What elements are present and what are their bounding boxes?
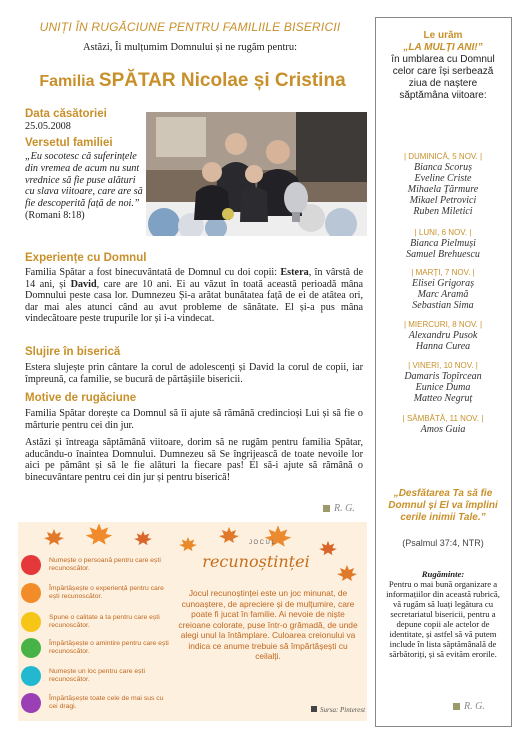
experience-part-1: Familia Spătar a fost binecuvântată de Domnul cu doi copii: xyxy=(25,267,278,278)
game-item-text: Numește un loc pentru care ești recunoscător. xyxy=(49,668,145,683)
request-note xyxy=(382,569,504,659)
birthday-sidebar xyxy=(375,17,512,727)
game-color-item xyxy=(21,555,174,575)
birthday-name: Marc Aramă xyxy=(417,289,469,300)
family-title xyxy=(20,70,365,92)
family-photo-illustration xyxy=(146,112,367,236)
gratitude-game-panel xyxy=(18,522,367,721)
day-names xyxy=(376,278,510,311)
sidebar-line-1: Le urăm xyxy=(423,30,463,41)
day-label: | VINERI, 10 NOV. | xyxy=(408,361,478,370)
game-source-text: Sursa: Pinterest xyxy=(320,706,366,714)
birthday-name: Damaris Topîrcean xyxy=(404,371,482,382)
birthday-name: Mihaela Țărmure xyxy=(407,184,479,195)
day-names xyxy=(376,162,510,217)
game-color-item xyxy=(21,583,174,603)
page-header-title: UNIȚI ÎN RUGĂCIUNE PENTRU FAMILIILE BISERICII xyxy=(39,20,341,34)
sidebar-signature-text: R. G. xyxy=(464,701,485,712)
birthday-name: Amos Guia xyxy=(420,424,466,435)
color-dot-orange xyxy=(21,583,41,603)
maple-leaf-icon xyxy=(218,526,240,544)
color-dot-yellow xyxy=(21,612,41,632)
game-color-item xyxy=(21,612,174,632)
birthday-name: Alexandru Pusok xyxy=(408,330,478,341)
sidebar-intro xyxy=(376,30,510,102)
sidebar-line-2: „LA MULȚI ANI!” xyxy=(403,42,483,53)
request-title: Rugăminte: xyxy=(421,569,465,579)
birthday-name: Matteo Negruț xyxy=(413,393,473,404)
birthday-name: Hanna Curea xyxy=(415,341,471,352)
maple-leaf-icon xyxy=(178,536,198,552)
color-dot-cyan xyxy=(21,666,41,686)
request-text: Pentru o mai bună organizare a informațiilor din această rubrică, vă rugăm să luați legătura cu secretariatul bisericii, pentru a depune copii ale actelor de identitate, și astfel să vă putem include în lista săptămânală de sărbătoriți, și să evităm erorile. xyxy=(386,579,500,659)
day-names xyxy=(376,238,510,260)
birthday-name: Sebastian Sima xyxy=(412,300,474,311)
experience-heading: Experiențe cu Domnul xyxy=(25,252,147,264)
birthday-name: Mikael Petrovici xyxy=(409,195,477,206)
color-dot-purple xyxy=(21,693,41,713)
source-square-icon xyxy=(311,706,317,712)
experience-text xyxy=(25,267,363,325)
birthday-name: Bianca Scoruș xyxy=(413,162,473,173)
marriage-date: 25.05.2008 xyxy=(25,121,71,132)
game-item-text: Împărtășește toate cele de mai sus cu cei dragi. xyxy=(49,695,164,710)
family-prefix: Familia xyxy=(39,73,99,90)
family-photo xyxy=(146,112,367,236)
game-color-item xyxy=(21,638,174,658)
birthday-name: Eunice Duma xyxy=(415,382,471,393)
maple-leaf-icon xyxy=(43,528,65,546)
verse-heading: Versetul familiei xyxy=(25,137,113,149)
verse-text: „Eu socotesc că suferințele din vremea de acum nu sunt vrednice să fie puse alături cu slava viitoare, care are să fie descoperită față de noi.” xyxy=(25,151,143,210)
game-item-text: Împărtășește o amintire pentru care ești recunoscător. xyxy=(49,640,169,655)
color-dot-red xyxy=(21,555,41,575)
game-title: recunoștinței xyxy=(202,552,310,571)
service-text: Estera slujește prin cântare la corul de adolescenți și David la corul de copii, iar împreună, ca familie, se bucură de părtășiile bisericii. xyxy=(25,362,363,385)
day-label: | MIERCURI, 8 NOV. | xyxy=(403,320,483,329)
game-subtitle: JOCUL xyxy=(249,540,277,546)
day-names xyxy=(376,371,510,404)
game-item-text: Numește o persoană pentru care ești recunoscător. xyxy=(49,557,161,572)
color-dot-green xyxy=(21,638,41,658)
game-color-item xyxy=(21,666,174,686)
child-name-estera: Estera xyxy=(280,267,309,278)
day-label: | LUNI, 6 NOV. | xyxy=(414,228,472,237)
service-heading: Slujire în biserică xyxy=(25,346,121,358)
maple-leaf-icon xyxy=(336,564,358,582)
family-verse xyxy=(25,151,145,222)
maple-leaf-icon xyxy=(318,540,338,556)
day-names xyxy=(376,424,510,435)
article-signature xyxy=(323,503,355,514)
sidebar-quote: „Desfătarea Ta să fie Domnul și El va împlini cerile inimii Tale.” xyxy=(388,488,498,523)
birthday-name: Samuel Brehuescu xyxy=(406,249,480,260)
closing-text: Astăzi și întreaga săptămână viitoare, dorim să ne rugăm pentru familia Spătar, aducându-o înaintea Domnului. Dumnezeu să Se îngrijească de toate nevoile lor aici pe pământ și să le fie alături la fiecare pas! El să-i ajute să rămână o binecuvântare pentru cei din jur și pentru biserică! xyxy=(25,437,363,483)
intro-line: Astăzi, Îi mulțumim Domnului și ne rugăm pentru: xyxy=(82,42,298,53)
signature-square-icon xyxy=(323,505,330,512)
game-description: Jocul recunoștinței este un joc minunat, de cunoaștere, de apreciere și de mulțumire, care poate fi jucat în familie. Ai nevoie de niște creioane colorate, puse într-o grămadă, de unde alegi unul la întâmplare. Culoarea creionului va indica ce anume trebuie să împărtășești cu ceilalți. xyxy=(178,588,358,661)
child-name-david: David xyxy=(70,278,97,290)
maple-leaf-icon xyxy=(133,530,153,546)
prayer-heading: Motive de rugăciune xyxy=(25,392,137,404)
maple-leaf-icon xyxy=(84,522,114,546)
signature-square-icon xyxy=(453,703,460,710)
birthday-name: Ruben Miletici xyxy=(413,206,473,217)
experience-part-2: , în vârstă de 14 ani, și xyxy=(25,267,364,290)
prayer-text: Familia Spătar dorește ca Domnul să îi ajute să rămână credincioși Lui și să fie o mărturie pentru cei din jur. xyxy=(25,408,363,431)
day-label: | DUMINICĂ, 5 NOV. | xyxy=(403,152,483,161)
day-names xyxy=(376,330,510,352)
game-item-text: Spune o calitate a ta pentru care ești recunoscător. xyxy=(49,614,160,629)
signature-text: R. G. xyxy=(334,503,355,514)
request-title-text: Rugăminte xyxy=(421,569,462,579)
marriage-heading: Data căsătoriei xyxy=(25,108,107,120)
game-source xyxy=(311,706,365,714)
game-color-item xyxy=(21,693,174,713)
game-item-text: Împărtășește o experiență pentru care ești recunoscător. xyxy=(49,585,164,600)
birthday-name: Elisei Grigoraș xyxy=(412,278,474,289)
day-label: | SÂMBĂTĂ, 11 NOV. | xyxy=(402,414,484,423)
day-label: | MARȚI, 7 NOV. | xyxy=(411,268,475,277)
birthday-name: Eveline Criste xyxy=(414,173,472,184)
verse-reference: (Romani 8:18) xyxy=(25,209,85,221)
sidebar-line-3: în umblarea cu Domnul celor care își serbează ziua de naștere săptămâna viitoare: xyxy=(391,54,495,101)
family-name: SPĂTAR Nicolae și Cristina xyxy=(98,70,346,91)
experience-part-3: , care are 10 ani. Ei au văzut în toată această perioadă mâna Domnului peste casa lor. Dumnezeu Și-a arătat bunătatea față de ei de atâtea ori, dar mai ales atunci când au avut probleme de sănătate. El și-a pus mâna vindecătoare peste trupurile lor și i-a vindecat. xyxy=(25,278,364,325)
sidebar-signature xyxy=(453,701,485,712)
birthday-name: Bianca Pielmuși xyxy=(410,238,476,249)
sidebar-quote-reference: (Psalmul 37:4, NTR) xyxy=(402,538,484,548)
